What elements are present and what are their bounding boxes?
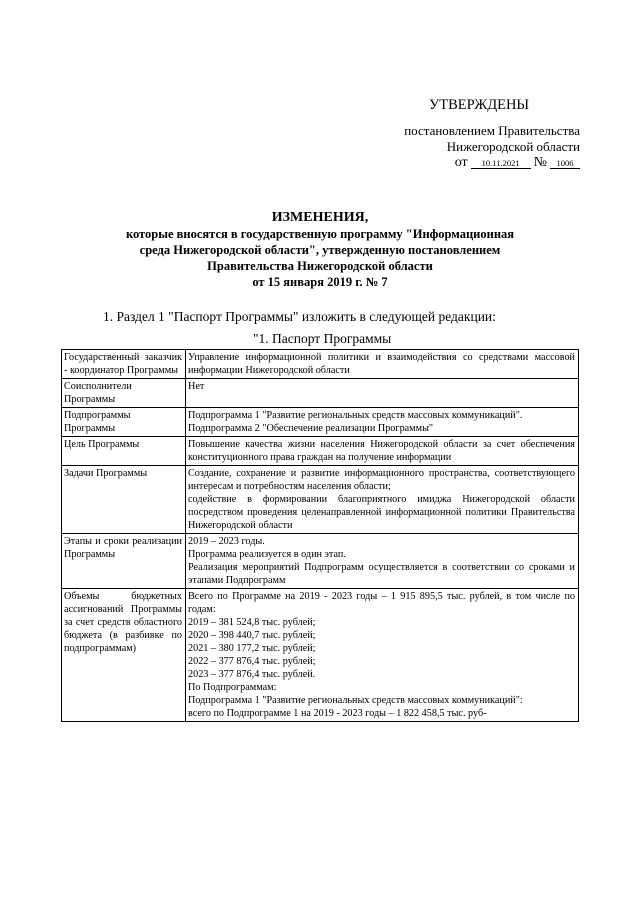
decree-line-2: Нижегородской области xyxy=(446,139,580,154)
row-value-line: Повышение качества жизни населения Нижегородской области за счет обеспечения конституционного права граждан на получение информации xyxy=(188,439,575,463)
row-value-cell xyxy=(186,466,579,534)
row-value-line: 2021 – 380 177,2 тыс. рублей; xyxy=(188,643,316,654)
paragraph-1: 1. Раздел 1 "Паспорт Программы" изложить в следующей редакции: xyxy=(103,309,496,324)
title-line-3: среда Нижегородской области", утвержденную постановлением xyxy=(139,243,501,257)
row-value-line: Подпрограмма 1 "Развитие региональных средств массовых коммуникаций". xyxy=(188,410,523,421)
row-value-cell xyxy=(186,534,579,589)
table-row xyxy=(62,589,579,722)
row-label-cell xyxy=(62,379,186,408)
row-label: Объемы бюджетных ассигнований Программы за счет средств областного бюджета (в разбивке по подпрограммам) xyxy=(64,591,182,654)
row-value-line: Реализация мероприятий Подпрограмм осуществляется в соответствии со сроками и этапами Подпрограмм xyxy=(188,562,575,586)
row-value-cell xyxy=(186,408,579,437)
title-line-2: которые вносятся в государственную программу "Информационная xyxy=(125,227,515,241)
table-row xyxy=(62,408,579,437)
row-value-line: Подпрограмма 1 "Развитие региональных средств массовых коммуникаций": xyxy=(188,695,523,706)
title-line-4: Правительства Нижегородской области xyxy=(207,259,433,273)
table-row xyxy=(62,466,579,534)
decree-date-number-line xyxy=(300,155,580,171)
program-passport-table xyxy=(61,349,579,722)
row-value-cell xyxy=(186,437,579,466)
row-value-line: всего по Подпрограмме 1 на 2019 - 2023 годы – 1 822 458,5 тыс. руб- xyxy=(188,708,487,719)
table-row xyxy=(62,350,579,379)
section-title: "1. Паспорт Программы xyxy=(253,331,392,346)
row-label: Цель Программы xyxy=(64,439,140,450)
row-label: Государственный заказчик - координатор Программы xyxy=(64,352,182,376)
row-value-cell xyxy=(186,350,579,379)
decree-line-1: постановлением Правительства xyxy=(404,123,580,138)
row-label: Задачи Программы xyxy=(64,468,148,479)
row-label-cell xyxy=(62,534,186,589)
row-value-line: 2022 – 377 876,4 тыс. рублей; xyxy=(188,656,316,667)
approved-heading: УТВЕРЖДЕНЫ xyxy=(429,97,530,113)
row-value-line: 2020 – 398 440,7 тыс. рублей; xyxy=(188,630,316,641)
row-value-line: содействие в формировании благоприятного имиджа Нижегородской области посредством проведения целенаправленной информационной политики Правительства Нижегородской области xyxy=(188,494,575,531)
table-row xyxy=(62,534,579,589)
row-label: Соисполнители Программы xyxy=(64,381,132,405)
decree-number: 1006 xyxy=(550,158,580,169)
decree-block xyxy=(300,123,580,171)
title-line-1: ИЗМЕНЕНИЯ, xyxy=(271,210,369,225)
row-label-cell xyxy=(62,589,186,722)
row-value-line: Программа реализуется в один этап. xyxy=(188,549,346,560)
passport-table-body xyxy=(62,350,579,722)
document-title xyxy=(100,210,540,290)
row-label-cell xyxy=(62,350,186,379)
row-value-line: 2019 – 2023 годы. xyxy=(188,536,265,547)
row-value-line: Нет xyxy=(188,381,205,392)
decree-date: 10.11.2021 xyxy=(471,158,531,169)
table-row xyxy=(62,437,579,466)
row-value-line: 2019 – 381 524,8 тыс. рублей; xyxy=(188,617,316,628)
row-label-cell xyxy=(62,408,186,437)
from-word: от xyxy=(454,155,468,170)
row-value-line: По Подпрограммам: xyxy=(188,682,277,693)
row-value-line: Подпрограмма 2 "Обеспечение реализации Программы" xyxy=(188,423,434,434)
title-line-5: от 15 января 2019 г. № 7 xyxy=(252,275,388,289)
row-value-line: Создание, сохранение и развитие информационного пространства, соответствующего интересам и потребностям населения области; xyxy=(188,468,575,492)
table-row xyxy=(62,379,579,408)
row-value-cell xyxy=(186,379,579,408)
row-label: Этапы и сроки реализации Программы xyxy=(64,536,182,560)
row-value-line: 2023 – 377 876,4 тыс. рублей. xyxy=(188,669,316,680)
row-label-cell xyxy=(62,437,186,466)
row-value-line: Всего по Программе на 2019 - 2023 годы – 1 915 895,5 тыс. рублей, в том числе по годам: xyxy=(188,591,575,615)
number-sign: № xyxy=(533,155,547,170)
row-value-cell xyxy=(186,589,579,722)
row-label: Подпрограммы Программы xyxy=(64,410,131,434)
row-label-cell xyxy=(62,466,186,534)
row-value-line: Управление информационной политики и взаимодействия со средствами массовой информации Нижегородской области xyxy=(188,352,575,376)
